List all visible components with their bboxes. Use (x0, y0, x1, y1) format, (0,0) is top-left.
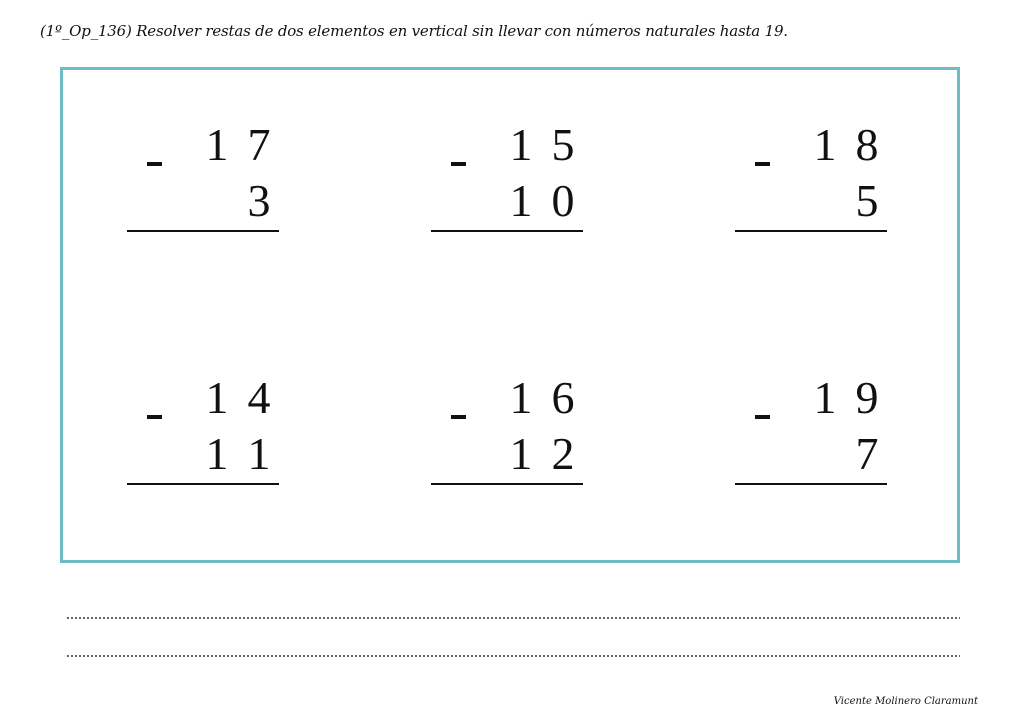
subtrahend-units: 2 (551, 428, 575, 479)
subtraction-exercise-5 (431, 372, 591, 505)
result-line (431, 230, 583, 232)
subtrahend-units: 0 (551, 175, 575, 226)
subtrahend-units: 3 (247, 175, 271, 226)
subtraction-exercise-4 (127, 372, 287, 505)
subtraction-exercise-2 (431, 119, 591, 252)
minuend-units: 7 (247, 119, 271, 170)
result-line (431, 483, 583, 485)
subtrahend-tens: 1 (509, 428, 533, 479)
minus-sign (755, 162, 770, 166)
subtrahend-units: 7 (855, 428, 879, 479)
minuend-units: 4 (247, 372, 271, 423)
minuend-tens: 1 (813, 119, 837, 170)
minus-sign (755, 415, 770, 419)
result-line (735, 483, 887, 485)
minuend-tens: 1 (509, 372, 533, 423)
worksheet-title: (1º_Op_136) Resolver restas de dos elementos en vertical sin llevar con números naturales hasta 19. (40, 22, 788, 40)
answer-dotted-line-1[interactable] (66, 617, 960, 619)
result-line (735, 230, 887, 232)
minus-sign (147, 162, 162, 166)
subtrahend-units: 1 (247, 428, 271, 479)
subtrahend-tens: 1 (509, 175, 533, 226)
minuend-tens: 1 (509, 119, 533, 170)
minuend-tens: 1 (205, 119, 229, 170)
exercise-frame (60, 67, 960, 563)
subtraction-exercise-1 (127, 119, 287, 252)
author-credit: Vicente Molinero Claramunt (833, 696, 978, 707)
minuend-units: 8 (855, 119, 879, 170)
minuend-tens: 1 (205, 372, 229, 423)
minus-sign (147, 415, 162, 419)
subtrahend-tens: 1 (205, 428, 229, 479)
minuend-tens: 1 (813, 372, 837, 423)
minuend-units: 6 (551, 372, 575, 423)
subtraction-exercise-3 (735, 119, 895, 252)
subtraction-exercise-6 (735, 372, 895, 505)
minus-sign (451, 162, 466, 166)
minus-sign (451, 415, 466, 419)
minuend-units: 5 (551, 119, 575, 170)
subtrahend-units: 5 (855, 175, 879, 226)
result-line (127, 483, 279, 485)
minuend-units: 9 (855, 372, 879, 423)
result-line (127, 230, 279, 232)
answer-dotted-line-2[interactable] (66, 655, 960, 657)
